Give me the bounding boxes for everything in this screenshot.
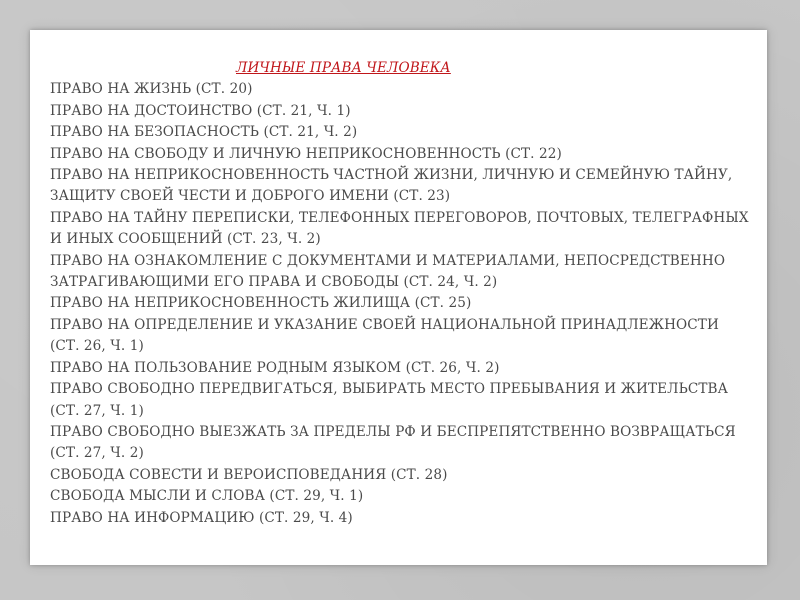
list-item: ПРАВО НА ИНФОРМАЦИЮ (СТ. 29, Ч. 4) bbox=[50, 509, 353, 526]
list-item: ПРАВО НА НЕПРИКОСНОВЕННОСТЬ ЖИЛИЩА (СТ. 25) bbox=[50, 295, 472, 312]
list-item: ПРАВО НА ПОЛЬЗОВАНИЕ РОДНЫМ ЯЗЫКОМ (СТ. 26, Ч. 2) bbox=[50, 359, 500, 376]
list-item: ПРАВО СВОБОДНО ПЕРЕДВИГАТЬСЯ, ВЫБИРАТЬ МЕСТО ПРЕБЫВАНИЯ И ЖИТЕЛЬСТВА (СТ. 27, Ч. 1) bbox=[50, 381, 728, 419]
list-item: ПРАВО НА НЕПРИКОСНОВЕННОСТЬ ЧАСТНОЙ ЖИЗНИ, ЛИЧНУЮ И СЕМЕЙНУЮ ТАЙНУ, ЗАЩИТУ СВОЕЙ ЧЕСТИ И ДОБРОГО ИМЕНИ (СТ. 23) bbox=[50, 167, 733, 205]
list-item: ПРАВО НА ТАЙНУ ПЕРЕПИСКИ, ТЕЛЕФОННЫХ ПЕРЕГОВОРОВ, ПОЧТОВЫХ, ТЕЛЕГРАФНЫХ И ИНЫХ СООБЩЕНИЙ (СТ. 23, Ч. 2) bbox=[50, 209, 749, 248]
list-item: ПРАВО НА ОПРЕДЕЛЕНИЕ И УКАЗАНИЕ СВОЕЙ НАЦИОНАЛЬНОЙ ПРИНАДЛЕЖНОСТИ (СТ. 26, Ч. 1) bbox=[50, 316, 719, 355]
list-item: ПРАВО НА СВОБОДУ И ЛИЧНУЮ НЕПРИКОСНОВЕННОСТЬ (СТ. 22) bbox=[50, 145, 562, 162]
slide-card bbox=[30, 30, 767, 565]
list-item: СВОБОДА МЫСЛИ И СЛОВА (СТ. 29, Ч. 1) bbox=[50, 488, 364, 505]
slide-title: ЛИЧНЫЕ ПРАВА ЧЕЛОВЕКА bbox=[236, 60, 451, 76]
rights-list bbox=[50, 79, 751, 529]
list-item: ПРАВО НА ДОСТОИНСТВО (СТ. 21, Ч. 1) bbox=[50, 102, 351, 119]
list-item: СВОБОДА СОВЕСТИ И ВЕРОИСПОВЕДАНИЯ (СТ. 28) bbox=[50, 466, 448, 483]
list-item: ПРАВО НА ОЗНАКОМЛЕНИЕ С ДОКУМЕНТАМИ И МАТЕРИАЛАМИ, НЕПОСРЕДСТВЕННО ЗАТРАГИВАЮЩИМИ ЕГО ПРАВА И СВОБОДЫ (СТ. 24, Ч. 2) bbox=[50, 252, 726, 291]
list-item: ПРАВО НА БЕЗОПАСНОСТЬ (СТ. 21, Ч. 2) bbox=[50, 124, 358, 141]
list-item: ПРАВО СВОБОДНО ВЫЕЗЖАТЬ ЗА ПРЕДЕЛЫ РФ И БЕСПРЕПЯТСТВЕННО ВОЗВРАЩАТЬСЯ (СТ. 27, Ч. 2) bbox=[50, 423, 736, 462]
slide-content bbox=[50, 58, 751, 529]
list-item: ПРАВО НА ЖИЗНЬ (СТ. 20) bbox=[50, 81, 253, 98]
